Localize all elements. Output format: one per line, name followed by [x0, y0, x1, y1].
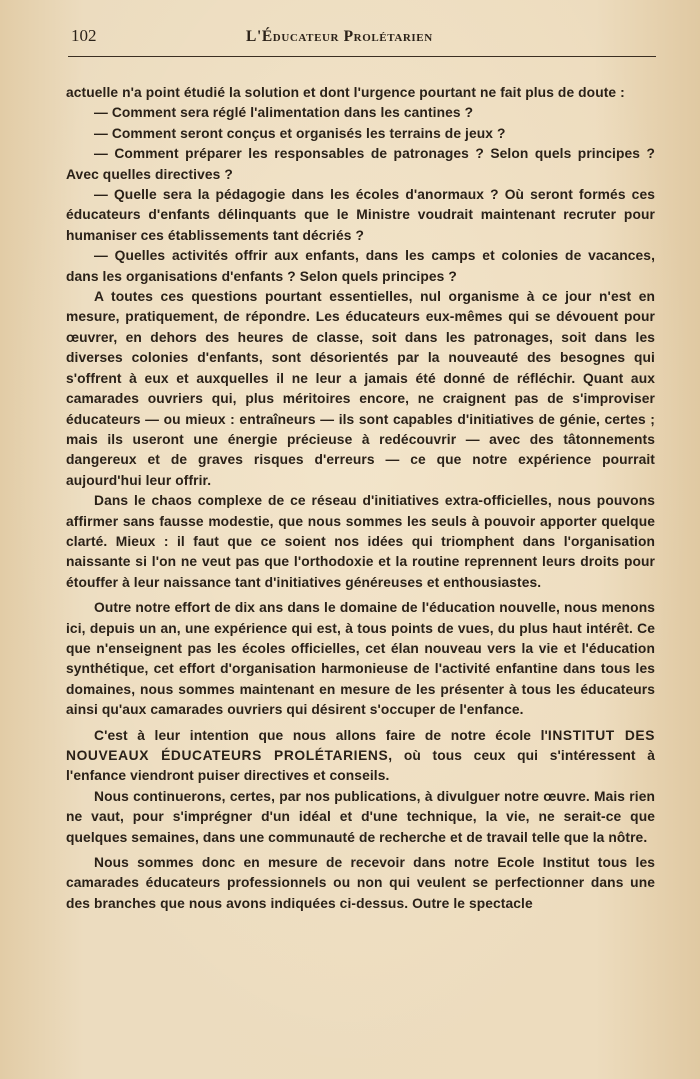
- running-title: L'Éducateur Prolétarien: [246, 28, 433, 45]
- question-item: — Quelles activités offrir aux enfants, dans les camps et colonies de vacances, dans les organisations d'enfants ? Selon quels principes ?: [66, 248, 655, 284]
- paragraph: Nous continuerons, certes, par nos publications, à divulguer notre œuvre. Mais rien ne vaut, pour s'imprégner d'un idéal et d'une technique, la vie, ne serait-ce que quelques semaines, dans une communauté de recherche et de travail telle que la nôtre.: [66, 788, 655, 845]
- paragraph: Nous sommes donc en mesure de recevoir dans notre Ecole Institut tous les camarades éducateurs professionnels ou non qui veulent se perfectionner dans une des branches que nous avons indiquées ci-dessus. Outre le spectacle: [66, 855, 655, 911]
- institut-text-after: , où tous ceux qui s'intéressent à l'enfance viendront puiser directives et conseils.: [66, 748, 655, 784]
- paragraph: Dans le chaos complexe de ce réseau d'initiatives extra-officielles, nous pouvons affirmer sans fausse modestie, que nous sommes les seuls à pouvoir apporter quelque clarté. Mieux : il faut que ce soient nos idées qui triomphent dans l'organisation naissante si l'on ne veut pas que l'orthodoxie et la routine reprennent leurs droits pour étouffer à leur naissance tant d'initiatives généreuses et enthousiastes.: [66, 493, 655, 590]
- question-item: — Comment seront conçus et organisés les terrains de jeux ?: [94, 125, 506, 141]
- institut-name: INSTITUT DES NOUVEAUX ÉDUCATEURS PROLÉTARIENS: [66, 727, 656, 763]
- question-item: — Quelle sera la pédagogie dans les écoles d'anormaux ? Où seront formés ces éducateurs d'enfants délinquants que le Ministre voudrait maintenant recruter pour humaniser ces établissements tant décriés ?: [66, 187, 655, 243]
- institut-text-before: C'est à leur intention que nous allons faire de notre école l': [94, 727, 548, 743]
- question-item: — Comment préparer les responsables de patronages ? Selon quels principes ? Avec quelles directives ?: [66, 146, 655, 182]
- paragraph: Outre notre effort de dix ans dans le domaine de l'éducation nouvelle, nous menons ici, depuis un an, une expérience qui est, à tous points de vues, du plus haut intérêt. Ce que n'enseignent pas les écoles officielles, cet élan nouveau vers la vie et l'éducation synthétique, cet effort d'organisation harmonieuse de l'activité enfantine dans tous les domaines, nous sommes maintenant en mesure de les présenter à tous les éducateurs ainsi qu'aux camarades ouvriers qui désirent s'occuper de l'enfance.: [66, 600, 655, 718]
- paragraph: A toutes ces questions pourtant essentielles, nul organisme à ce jour n'est en mesure, pratiquement, de répondre. Les éducateurs eux-mêmes qui se dévouent pour œuvrer, en dehors des heures de classe, soit dans les patronages, soit dans les diverses colonies d'enfants, sont désorientés par la nouveauté des besognes qui s'offrent à eux et auxquelles il ne leur a jamais été donné de réfléchir. Quant aux camarades ouvriers qui, plus méritoires encore, ne craignent pas de s'improviser éducateurs — ou mieux : entraîneurs — ils sont capables d'initiatives de génie, certes ; mais ils useront une énergie précieuse à redécouvrir — avec des tâtonnements dangereux et de graves risques d'erreurs — ce que notre expérience pourrait aujourd'hui leur offrir.: [66, 289, 655, 488]
- paragraph-intro: actuelle n'a point étudié la solution et dont l'urgence pourtant ne fait plus de doute :: [66, 85, 625, 100]
- body-text: [66, 83, 655, 914]
- page-header: [68, 26, 656, 57]
- question-item: — Comment sera réglé l'alimentation dans les cantines ?: [94, 105, 474, 121]
- paragraph-institut: [66, 726, 655, 787]
- page-number: 102: [71, 26, 97, 45]
